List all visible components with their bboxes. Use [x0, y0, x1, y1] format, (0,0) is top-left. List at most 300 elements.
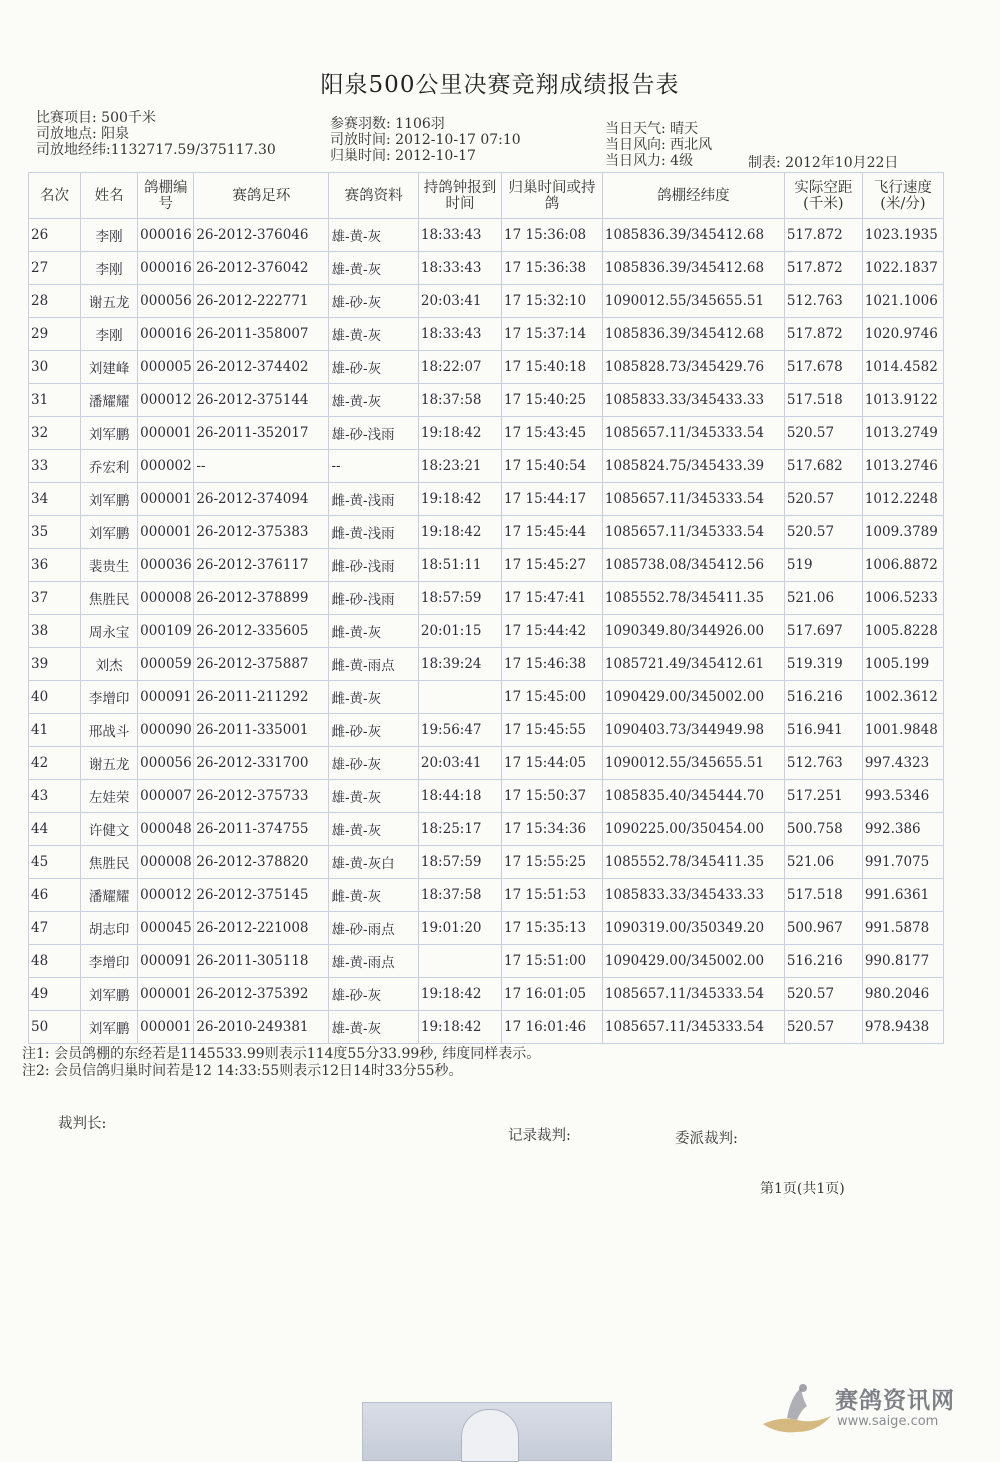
cell-ring: 26-2012-378820	[194, 846, 329, 879]
cell-rank: 38	[29, 615, 81, 648]
cell-coordinates: 1090429.00/345002.00	[602, 945, 784, 978]
cell-loft-id: 000001	[138, 417, 194, 450]
cell-clock-time: 19:56:47	[418, 714, 501, 747]
cell-name: 李刚	[80, 252, 137, 285]
cell-return-time: 17 15:32:10	[502, 285, 603, 318]
cell-speed: 1005.199	[862, 648, 943, 681]
cell-distance: 517.518	[784, 879, 862, 912]
pigeon-logo-icon	[757, 1376, 837, 1444]
cell-bird-info: 雄-黄-灰	[329, 780, 418, 813]
cell-distance: 517.518	[784, 384, 862, 417]
cell-speed: 991.7075	[862, 846, 943, 879]
cell-loft-id: 000059	[138, 648, 194, 681]
cell-return-time: 17 15:44:17	[502, 483, 603, 516]
cell-distance: 516.216	[784, 945, 862, 978]
cell-rank: 42	[29, 747, 81, 780]
notes	[22, 1046, 540, 1080]
cell-clock-time	[418, 681, 501, 714]
cell-coordinates: 1085828.73/345429.76	[602, 351, 784, 384]
header-bird-info: 赛鸽资料	[329, 173, 418, 219]
cell-distance: 500.758	[784, 813, 862, 846]
cell-speed: 1022.1837	[862, 252, 943, 285]
cell-distance: 516.941	[784, 714, 862, 747]
cell-coordinates: 1085657.11/345333.54	[602, 483, 784, 516]
cell-clock-time: 18:33:43	[418, 219, 501, 252]
cell-ring: --	[194, 450, 329, 483]
cell-bird-info: 雄-黄-雨点	[329, 945, 418, 978]
cell-bird-info: 雄-黄-灰	[329, 1011, 418, 1044]
cell-distance: 520.57	[784, 978, 862, 1011]
cell-clock-time: 19:18:42	[418, 483, 501, 516]
cell-rank: 31	[29, 384, 81, 417]
cell-bird-info: 雌-砂-灰	[329, 714, 418, 747]
cell-speed: 990.8177	[862, 945, 943, 978]
cell-distance: 520.57	[784, 483, 862, 516]
cell-name: 李刚	[80, 318, 137, 351]
cell-speed: 1005.8228	[862, 615, 943, 648]
cell-speed: 1020.9746	[862, 318, 943, 351]
cell-return-time: 17 15:43:45	[502, 417, 603, 450]
cell-bird-info: 雄-黄-灰	[329, 384, 418, 417]
cell-loft-id: 000001	[138, 483, 194, 516]
info-block-left	[36, 110, 276, 158]
header-loft-id: 鸽棚编号	[138, 173, 194, 219]
cell-speed: 1013.2749	[862, 417, 943, 450]
binder-clip-tab	[461, 1409, 519, 1462]
cell-loft-id: 000016	[138, 219, 194, 252]
cell-coordinates: 1090225.00/350454.00	[602, 813, 784, 846]
cell-loft-id: 000109	[138, 615, 194, 648]
table-row	[29, 813, 944, 846]
cell-name: 刘军鹏	[80, 1011, 137, 1044]
cell-rank: 41	[29, 714, 81, 747]
cell-bird-info: 雌-砂-浅雨	[329, 582, 418, 615]
cell-distance: 517.682	[784, 450, 862, 483]
table-row	[29, 483, 944, 516]
cell-name: 焦胜民	[80, 846, 137, 879]
cell-ring: 26-2011-358007	[194, 318, 329, 351]
cell-name: 许健文	[80, 813, 137, 846]
table-row	[29, 780, 944, 813]
cell-return-time: 17 15:36:38	[502, 252, 603, 285]
page-title: 阳泉500公里决赛竞翔成绩报告表	[320, 72, 680, 98]
cell-distance: 517.678	[784, 351, 862, 384]
cell-bird-info: 雄-砂-灰	[329, 351, 418, 384]
cell-coordinates: 1090349.80/344926.00	[602, 615, 784, 648]
cell-return-time: 17 15:34:36	[502, 813, 603, 846]
table-row	[29, 252, 944, 285]
cell-return-time: 17 15:55:25	[502, 846, 603, 879]
cell-coordinates: 1090012.55/345655.51	[602, 285, 784, 318]
cell-bird-info: 雄-砂-雨点	[329, 912, 418, 945]
cell-name: 刘建峰	[80, 351, 137, 384]
cell-clock-time: 18:37:58	[418, 879, 501, 912]
cell-distance: 500.967	[784, 912, 862, 945]
table-row	[29, 978, 944, 1011]
table-row	[29, 417, 944, 450]
table-row	[29, 285, 944, 318]
cell-distance: 520.57	[784, 417, 862, 450]
cell-clock-time: 18:25:17	[418, 813, 501, 846]
info-wind-force: 当日风力: 4级	[605, 153, 694, 169]
cell-bird-info: --	[329, 450, 418, 483]
header-distance: 实际空距(千米)	[784, 173, 862, 219]
table-row	[29, 1011, 944, 1044]
cell-clock-time: 19:18:42	[418, 1011, 501, 1044]
cell-bird-info: 雌-黄-浅雨	[329, 516, 418, 549]
cell-clock-time: 18:23:21	[418, 450, 501, 483]
cell-coordinates: 1085657.11/345333.54	[602, 417, 784, 450]
cell-clock-time: 18:33:43	[418, 318, 501, 351]
cell-coordinates: 1085552.78/345411.35	[602, 846, 784, 879]
cell-loft-id: 000002	[138, 450, 194, 483]
results-table-container	[28, 172, 944, 1044]
cell-loft-id: 000056	[138, 285, 194, 318]
cell-ring: 26-2012-375392	[194, 978, 329, 1011]
cell-rank: 34	[29, 483, 81, 516]
cell-rank: 26	[29, 219, 81, 252]
table-row	[29, 615, 944, 648]
cell-ring: 26-2012-375733	[194, 780, 329, 813]
cell-rank: 37	[29, 582, 81, 615]
cell-bird-info: 雄-砂-灰	[329, 747, 418, 780]
table-row	[29, 351, 944, 384]
table-row	[29, 681, 944, 714]
cell-loft-id: 000008	[138, 582, 194, 615]
cell-coordinates: 1085835.40/345444.70	[602, 780, 784, 813]
cell-return-time: 17 15:45:44	[502, 516, 603, 549]
cell-coordinates: 1085657.11/345333.54	[602, 1011, 784, 1044]
cell-distance: 520.57	[784, 516, 862, 549]
signature-recorder: 记录裁判:	[508, 1128, 571, 1144]
header-return-time: 归巢时间或持鸽	[502, 173, 603, 219]
watermark	[757, 1376, 967, 1444]
cell-return-time: 17 15:47:41	[502, 582, 603, 615]
table-row	[29, 846, 944, 879]
cell-name: 李增印	[80, 945, 137, 978]
cell-coordinates: 1085824.75/345433.39	[602, 450, 784, 483]
cell-coordinates: 1090403.73/344949.98	[602, 714, 784, 747]
cell-loft-id: 000048	[138, 813, 194, 846]
header-rank: 名次	[29, 173, 81, 219]
cell-clock-time: 19:18:42	[418, 417, 501, 450]
cell-rank: 45	[29, 846, 81, 879]
cell-clock-time: 18:57:59	[418, 582, 501, 615]
cell-name: 潘耀耀	[80, 879, 137, 912]
cell-rank: 27	[29, 252, 81, 285]
watermark-text: 赛鸽资讯网	[835, 1388, 955, 1414]
table-body	[29, 219, 944, 1044]
cell-loft-id: 000090	[138, 714, 194, 747]
cell-return-time: 17 15:40:25	[502, 384, 603, 417]
cell-clock-time: 20:01:15	[418, 615, 501, 648]
cell-return-time: 17 15:51:53	[502, 879, 603, 912]
cell-rank: 50	[29, 1011, 81, 1044]
cell-speed: 1012.2248	[862, 483, 943, 516]
cell-name: 焦胜民	[80, 582, 137, 615]
cell-return-time: 17 15:46:38	[502, 648, 603, 681]
table-row	[29, 516, 944, 549]
cell-ring: 26-2012-331700	[194, 747, 329, 780]
cell-speed: 1013.2746	[862, 450, 943, 483]
cell-speed: 1002.3612	[862, 681, 943, 714]
cell-speed: 1006.5233	[862, 582, 943, 615]
cell-loft-id: 000045	[138, 912, 194, 945]
cell-rank: 43	[29, 780, 81, 813]
cell-rank: 47	[29, 912, 81, 945]
cell-loft-id: 000005	[138, 351, 194, 384]
cell-speed: 993.5346	[862, 780, 943, 813]
cell-ring: 26-2012-335605	[194, 615, 329, 648]
table-row	[29, 318, 944, 351]
cell-clock-time: 18:22:07	[418, 351, 501, 384]
table-row	[29, 549, 944, 582]
cell-coordinates: 1085657.11/345333.54	[602, 978, 784, 1011]
info-release-time: 司放时间: 2012-10-17 07:10	[330, 132, 521, 148]
cell-ring: 26-2012-374094	[194, 483, 329, 516]
cell-coordinates: 1085738.08/345412.56	[602, 549, 784, 582]
cell-loft-id: 000091	[138, 945, 194, 978]
cell-coordinates: 1085833.33/345433.33	[602, 384, 784, 417]
cell-distance: 519.319	[784, 648, 862, 681]
cell-distance: 520.57	[784, 1011, 862, 1044]
cell-coordinates: 1085721.49/345412.61	[602, 648, 784, 681]
table-row	[29, 219, 944, 252]
cell-loft-id: 000036	[138, 549, 194, 582]
cell-ring: 26-2011-374755	[194, 813, 329, 846]
info-event: 比赛项目: 500千米	[36, 110, 156, 126]
cell-clock-time: 20:03:41	[418, 747, 501, 780]
info-made-date: 制表: 2012年10月22日	[748, 155, 899, 171]
cell-coordinates: 1085657.11/345333.54	[602, 516, 784, 549]
cell-distance: 517.872	[784, 219, 862, 252]
cell-bird-info: 雄-黄-灰白	[329, 846, 418, 879]
cell-loft-id: 000012	[138, 879, 194, 912]
cell-clock-time: 18:33:43	[418, 252, 501, 285]
cell-distance: 519	[784, 549, 862, 582]
cell-distance: 521.06	[784, 846, 862, 879]
cell-bird-info: 雌-黄-灰	[329, 615, 418, 648]
header-coordinates: 鸽棚经纬度	[602, 173, 784, 219]
cell-ring: 26-2011-335001	[194, 714, 329, 747]
cell-return-time: 17 16:01:46	[502, 1011, 603, 1044]
cell-return-time: 17 16:01:05	[502, 978, 603, 1011]
info-block-middle	[330, 116, 521, 164]
cell-rank: 28	[29, 285, 81, 318]
cell-bird-info: 雌-黄-灰	[329, 681, 418, 714]
header-speed: 飞行速度(米/分)	[862, 173, 943, 219]
cell-ring: 26-2011-211292	[194, 681, 329, 714]
cell-name: 邢战斗	[80, 714, 137, 747]
cell-name: 谢五龙	[80, 285, 137, 318]
cell-rank: 30	[29, 351, 81, 384]
cell-return-time: 17 15:45:27	[502, 549, 603, 582]
cell-return-time: 17 15:44:05	[502, 747, 603, 780]
cell-bird-info: 雄-砂-浅雨	[329, 417, 418, 450]
cell-bird-info: 雌-黄-灰	[329, 879, 418, 912]
page-number: 第1页(共1页)	[760, 1181, 845, 1197]
cell-bird-info: 雄-黄-灰	[329, 252, 418, 285]
cell-clock-time: 19:18:42	[418, 516, 501, 549]
cell-rank: 36	[29, 549, 81, 582]
cell-ring: 26-2012-378899	[194, 582, 329, 615]
table-row	[29, 648, 944, 681]
info-return-time: 归巢时间: 2012-10-17	[330, 148, 476, 164]
info-release-coords: 司放地经纬:1132717.59/375117.30	[36, 142, 276, 158]
cell-loft-id: 000008	[138, 846, 194, 879]
cell-coordinates: 1085836.39/345412.68	[602, 219, 784, 252]
cell-clock-time: 18:51:11	[418, 549, 501, 582]
cell-speed: 997.4323	[862, 747, 943, 780]
watermark-url: www.saige.com	[837, 1414, 939, 1429]
cell-name: 谢五龙	[80, 747, 137, 780]
cell-loft-id: 000007	[138, 780, 194, 813]
cell-ring: 26-2012-374402	[194, 351, 329, 384]
cell-return-time: 17 15:45:00	[502, 681, 603, 714]
cell-loft-id: 000012	[138, 384, 194, 417]
cell-clock-time: 19:18:42	[418, 978, 501, 1011]
cell-speed: 1006.8872	[862, 549, 943, 582]
cell-return-time: 17 15:44:42	[502, 615, 603, 648]
cell-bird-info: 雄-砂-灰	[329, 285, 418, 318]
cell-speed: 1014.4582	[862, 351, 943, 384]
cell-coordinates: 1085552.78/345411.35	[602, 582, 784, 615]
cell-rank: 48	[29, 945, 81, 978]
cell-distance: 517.251	[784, 780, 862, 813]
cell-rank: 32	[29, 417, 81, 450]
note-2: 注2: 会员信鸽归巢时间若是12 14:33:55则表示12日14时33分55秒。	[22, 1063, 463, 1079]
cell-coordinates: 1090012.55/345655.51	[602, 747, 784, 780]
note-1: 注1: 会员鸽棚的东经若是1145533.99则表示114度55分33.99秒, 纬度同样表示。	[22, 1046, 541, 1062]
cell-speed: 1009.3789	[862, 516, 943, 549]
cell-loft-id: 000001	[138, 1011, 194, 1044]
table-row	[29, 912, 944, 945]
cell-distance: 517.872	[784, 318, 862, 351]
cell-rank: 29	[29, 318, 81, 351]
cell-distance: 517.697	[784, 615, 862, 648]
cell-speed: 992.386	[862, 813, 943, 846]
cell-clock-time: 18:37:58	[418, 384, 501, 417]
cell-ring: 26-2012-375144	[194, 384, 329, 417]
table-row	[29, 384, 944, 417]
cell-name: 周永宝	[80, 615, 137, 648]
cell-clock-time: 18:57:59	[418, 846, 501, 879]
cell-ring: 26-2012-375383	[194, 516, 329, 549]
info-release-site: 司放地点: 阳泉	[36, 126, 130, 142]
table-row	[29, 450, 944, 483]
results-table	[28, 172, 944, 1044]
cell-return-time: 17 15:45:55	[502, 714, 603, 747]
info-weather: 当日天气: 晴天	[605, 121, 699, 137]
cell-name: 乔宏利	[80, 450, 137, 483]
cell-loft-id: 000056	[138, 747, 194, 780]
cell-distance: 517.872	[784, 252, 862, 285]
cell-clock-time: 19:01:20	[418, 912, 501, 945]
header-clock-time: 持鸽钟报到时间	[418, 173, 501, 219]
signature-chief-judge: 裁判长:	[58, 1116, 107, 1132]
cell-ring: 26-2012-375145	[194, 879, 329, 912]
cell-bird-info: 雌-黄-浅雨	[329, 483, 418, 516]
cell-distance: 512.763	[784, 747, 862, 780]
cell-clock-time: 20:03:41	[418, 285, 501, 318]
cell-loft-id: 000001	[138, 978, 194, 1011]
cell-coordinates: 1085836.39/345412.68	[602, 252, 784, 285]
cell-rank: 40	[29, 681, 81, 714]
cell-distance: 521.06	[784, 582, 862, 615]
cell-speed: 978.9438	[862, 1011, 943, 1044]
table-row	[29, 582, 944, 615]
cell-name: 胡志印	[80, 912, 137, 945]
cell-ring: 26-2010-249381	[194, 1011, 329, 1044]
cell-name: 潘耀耀	[80, 384, 137, 417]
cell-return-time: 17 15:50:37	[502, 780, 603, 813]
cell-ring: 26-2012-376117	[194, 549, 329, 582]
cell-speed: 1023.1935	[862, 219, 943, 252]
header-ring: 赛鸽足环	[194, 173, 329, 219]
cell-coordinates: 1090319.00/350349.20	[602, 912, 784, 945]
cell-loft-id: 000016	[138, 318, 194, 351]
table-row	[29, 879, 944, 912]
header-name: 姓名	[80, 173, 137, 219]
cell-ring: 26-2012-221008	[194, 912, 329, 945]
cell-rank: 33	[29, 450, 81, 483]
cell-loft-id: 000091	[138, 681, 194, 714]
cell-loft-id: 000001	[138, 516, 194, 549]
cell-coordinates: 1085833.33/345433.33	[602, 879, 784, 912]
cell-coordinates: 1085836.39/345412.68	[602, 318, 784, 351]
cell-coordinates: 1090429.00/345002.00	[602, 681, 784, 714]
cell-return-time: 17 15:40:18	[502, 351, 603, 384]
cell-distance: 516.216	[784, 681, 862, 714]
cell-name: 李刚	[80, 219, 137, 252]
cell-speed: 980.2046	[862, 978, 943, 1011]
cell-return-time: 17 15:51:00	[502, 945, 603, 978]
cell-distance: 512.763	[784, 285, 862, 318]
cell-ring: 26-2011-305118	[194, 945, 329, 978]
cell-loft-id: 000016	[138, 252, 194, 285]
cell-speed: 1021.1006	[862, 285, 943, 318]
cell-clock-time	[418, 945, 501, 978]
cell-return-time: 17 15:40:54	[502, 450, 603, 483]
cell-name: 李增印	[80, 681, 137, 714]
cell-bird-info: 雌-黄-雨点	[329, 648, 418, 681]
cell-name: 刘军鹏	[80, 417, 137, 450]
cell-name: 刘军鹏	[80, 516, 137, 549]
table-row	[29, 714, 944, 747]
info-block-right	[605, 121, 712, 169]
cell-return-time: 17 15:35:13	[502, 912, 603, 945]
cell-name: 刘军鹏	[80, 978, 137, 1011]
cell-bird-info: 雄-砂-灰	[329, 978, 418, 1011]
cell-name: 刘杰	[80, 648, 137, 681]
cell-bird-info: 雄-黄-灰	[329, 813, 418, 846]
binder-clip-image	[362, 1402, 612, 1461]
info-wind-direction: 当日风向: 西北风	[605, 137, 713, 153]
cell-name: 裴贵生	[80, 549, 137, 582]
cell-ring: 26-2012-222771	[194, 285, 329, 318]
table-row	[29, 945, 944, 978]
cell-name: 左娃荣	[80, 780, 137, 813]
cell-ring: 26-2011-352017	[194, 417, 329, 450]
info-entries: 参赛羽数: 1106羽	[330, 116, 445, 132]
cell-speed: 1001.9848	[862, 714, 943, 747]
cell-speed: 991.5878	[862, 912, 943, 945]
cell-return-time: 17 15:37:14	[502, 318, 603, 351]
cell-name: 刘军鹏	[80, 483, 137, 516]
table-row	[29, 747, 944, 780]
cell-bird-info: 雄-黄-灰	[329, 219, 418, 252]
cell-return-time: 17 15:36:08	[502, 219, 603, 252]
